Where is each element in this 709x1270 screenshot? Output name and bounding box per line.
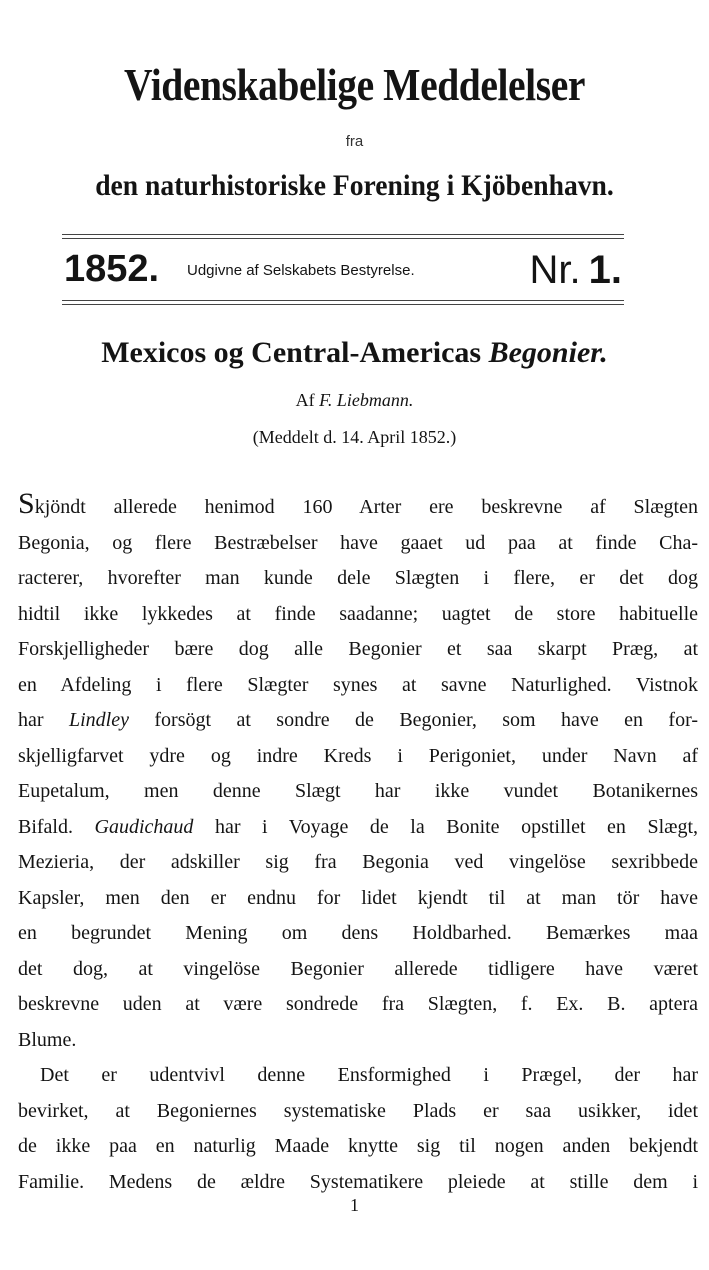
body-line: Eupetalum, men denne Slægt har ikke vundet Botanikernes <box>18 780 698 802</box>
body-line-text: har <box>18 709 44 731</box>
meddelt-line: (Meddelt d. 14. April 1852.) <box>252 427 457 447</box>
body-line-text: Bifald. <box>18 815 73 838</box>
author-prefix: Af <box>295 390 315 410</box>
article-title <box>0 336 709 370</box>
body-line: en begrundet Mening om dens Holdbarhed. Bemærkes maa <box>18 922 698 944</box>
journal-title: Videnskabelige Meddelelser <box>124 59 585 110</box>
body-line: en Afdeling i flere Slægter synes at savne Naturlighed. Vistnok <box>18 673 698 696</box>
body-line: Kapsler, men den er endnu for lidet kjendt til at man tör have <box>18 886 698 909</box>
body-line: Blume. <box>18 1028 77 1051</box>
page-number: 1 <box>350 1195 359 1215</box>
body-italic-name: Gaudichaud <box>94 815 194 838</box>
journal-society: den naturhistoriske Forening i Kjöbenhavn. <box>95 169 614 202</box>
body-line: Mezieria, der adskiller sig fra Begonia ved vingelöse sexribbede <box>18 851 698 873</box>
drop-cap: S <box>18 487 35 520</box>
article-title-plain: Mexicos og Central-Americas <box>101 336 482 369</box>
issue-number-value: 1. <box>588 248 622 292</box>
issue-number-label: Nr. <box>529 248 581 292</box>
author-line <box>0 390 709 411</box>
body-line-text: har i Voyage de la Bonite opstillet en Slægt, <box>214 815 699 838</box>
author-name: F. Liebmann. <box>319 390 414 410</box>
body-line: Forskjelligheder bære dog alle Begonier et saa skarpt Præg, at <box>18 638 698 660</box>
body-line-text: forsögt at sondre de Begonier, som have en for- <box>154 709 699 731</box>
body-line <box>18 810 698 846</box>
journal-fra: fra <box>345 133 364 150</box>
issue-publisher: Udgivne af Selskabets Bestyrelse. <box>187 262 415 279</box>
body-line: racterer, hvorefter man kunde dele Slægten i flere, er det dog <box>18 567 698 589</box>
issue-row <box>62 240 624 300</box>
body-line: hidtil ikke lykkedes at finde saadanne; uagtet de store habituelle <box>18 602 698 625</box>
body-line: de ikke paa en naturlig Maade knytte sig til nogen anden bekjendt <box>18 1135 698 1157</box>
body-line <box>18 487 698 526</box>
body-line: Det er udentvivl denne Ensformighed i Prægel, der har <box>40 1064 698 1086</box>
article-title-italic: Begonier. <box>488 336 608 369</box>
body-line: bevirket, at Begoniernes systematiske Plads er saa usikker, idet <box>18 1099 698 1122</box>
issue-number <box>530 248 622 293</box>
bottom-rule <box>62 300 624 305</box>
body-line: skjelligfarvet ydre og indre Kreds i Perigoniet, under Navn af <box>18 744 698 767</box>
body-italic-name: Lindley <box>68 709 129 731</box>
body-line <box>18 703 698 739</box>
body-line: Begonia, og flere Bestræbelser have gaaet ud paa at finde Cha- <box>18 531 698 554</box>
top-rule <box>62 234 624 239</box>
body-line: Familie. Medens de ældre Systematikere pleiede at stille dem i <box>18 1170 698 1193</box>
issue-year: 1852. <box>64 248 160 290</box>
body-line-text: kjöndt allerede henimod 160 Arter ere beskrevne af Slægten <box>34 496 698 518</box>
body-line: beskrevne uden at være sondrede fra Slægten, f. Ex. B. aptera <box>18 993 698 1015</box>
body-line: det dog, at vingelöse Begonier allerede tidligere have været <box>18 957 698 980</box>
body-text <box>18 487 699 1200</box>
